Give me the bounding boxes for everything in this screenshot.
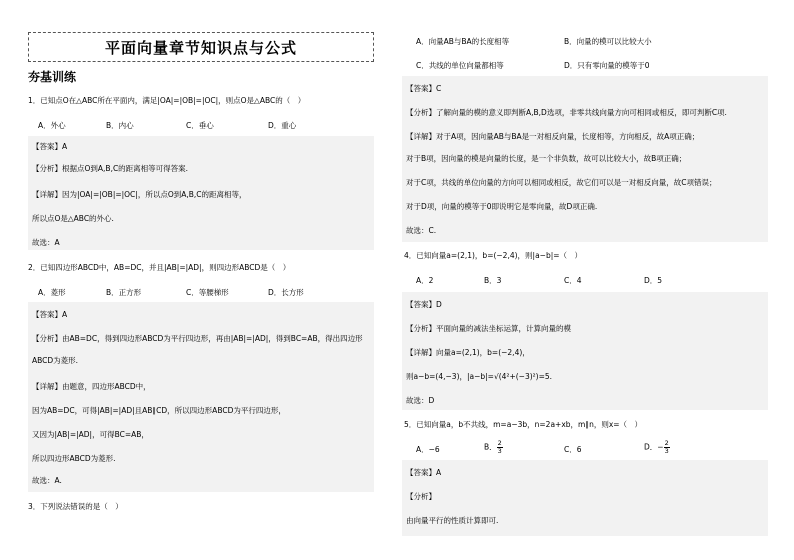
q4-answer-block: [402, 292, 768, 410]
q2-option-a: A．菱形: [38, 288, 66, 297]
q5-option-a: A．−6: [416, 445, 440, 454]
q5-option-d-label: D．−: [644, 442, 664, 452]
q1-option-d: D．重心: [268, 121, 297, 130]
q3-detail-4: 对于D项，向量的模等于0即说明它是零向量，故D项正确.: [406, 202, 598, 211]
q4-answer: 【答案】D: [406, 300, 442, 309]
q5-option-b: [484, 440, 503, 455]
q3-analysis: 【分析】了解向量的模的意义即判断A,B,D选项，非零共线向量方向可相同或相反，即可判断C项.: [406, 108, 727, 117]
q3-detail-1: 【详解】对于A项，因向量AB与BA是一对相反向量，长度相等，方向相反，故A项正确；: [406, 132, 700, 141]
q2-detail-2: 因为AB=DC，可得|AB|=|AD|且AB∥CD，所以四边形ABCD为平行四边形，: [32, 406, 286, 415]
q3-answer: 【答案】C: [406, 84, 442, 93]
q5-analysis: 【分析】: [406, 492, 436, 501]
q3-choose: 故选：C.: [406, 226, 437, 235]
q4-analysis: 【分析】平面向量的减法坐标运算，计算向量的模: [406, 324, 571, 333]
q5-option-b-label: B．: [484, 442, 497, 452]
q1-option-c: C．垂心: [186, 121, 214, 130]
q5-answer: 【答案】A: [406, 468, 442, 477]
q5-answer-block: [402, 460, 768, 536]
q4-detail-1: 【详解】向量a=(2,1)，b=(−2,4)，: [406, 348, 530, 357]
q5-option-d: [644, 440, 670, 455]
q2-detail-4: 所以四边形ABCD为菱形.: [32, 454, 116, 463]
q5-stem: 5．已知向量a，b不共线，m=a−3b，n=2a+xb，m∥n，则x=（ ）: [404, 420, 643, 429]
q1-answer: 【答案】A: [32, 142, 68, 151]
q5-text: 由向量平行的性质计算即可.: [406, 516, 499, 525]
q2-option-d: D．长方形: [268, 288, 304, 297]
q3-option-c: C．共线的单位向量都相等: [416, 61, 504, 70]
q2-analysis-1: 【分析】由AB=DC，得到四边形ABCD为平行四边形，再由|AB|=|AD|，得到BC=AB，得出四边形: [32, 334, 363, 343]
q5-option-d-fraction: $\frac{2}{3}$: [664, 439, 669, 455]
q1-option-a: A．外心: [38, 121, 66, 130]
q1-conclusion: 所以点O是△ABC的外心.: [32, 214, 114, 223]
q2-option-b: B．正方形: [106, 288, 142, 297]
q3-option-d: D．只有零向量的模等于0: [564, 61, 650, 70]
q1-option-b: B．内心: [106, 121, 134, 130]
q5-option-b-fraction: $\frac{2}{3}$: [497, 439, 502, 455]
q3-detail-3: 对于C项，共线的单位向量的方向可以相同或相反，故它们可以是一对相反向量，故C项错误；: [406, 178, 717, 187]
q3-stem: 3．下列说法错误的是（ ）: [28, 502, 123, 511]
q2-answer-block: [28, 302, 374, 492]
q1-choose: 故选：A: [32, 238, 60, 247]
q2-option-c: C．等腰梯形: [186, 288, 229, 297]
title-box: [28, 32, 374, 62]
q4-option-d: D．5: [644, 276, 663, 285]
q4-stem: 4．已知向量a=(2,1)，b=(−2,4)，则|a−b|=（ ）: [404, 251, 583, 260]
q4-choose: 故选：D: [406, 396, 435, 405]
section-heading: 夯基训练: [28, 70, 77, 84]
q2-stem: 2．已知四边形ABCD中，AB=DC，并且|AB|=|AD|，则四边形ABCD是（ ）: [28, 263, 291, 272]
q1-stem: 1．已知点O在△ABC所在平面内，满足|OA|=|OB|=|OC|，则点O是△ABC的（ ）: [28, 96, 306, 105]
q2-answer: 【答案】A: [32, 310, 68, 319]
q1-detail: 【详解】因为|OA|=|OB|=|OC|，所以点O到A,B,C的距离相等，: [32, 190, 247, 199]
q4-detail-2: 则a−b=(4,−3)，|a−b|=√(4²+(−3)²)=5.: [406, 372, 553, 381]
q4-option-c: C．4: [564, 276, 582, 285]
q1-analysis: 【分析】根据点O到A,B,C的距离相等可得答案.: [32, 164, 189, 173]
q4-option-b: B．3: [484, 276, 502, 285]
q3-option-a: A．向量AB与BA的长度相等: [416, 37, 510, 46]
q3-answer-block: [402, 76, 768, 242]
page-title: 平面向量章节知识点与公式: [104, 38, 297, 57]
q4-option-a: A．2: [416, 276, 434, 285]
q3-option-b: B．向量的模可以比较大小: [564, 37, 652, 46]
q2-analysis-2: ABCD为菱形.: [32, 356, 79, 365]
q1-answer-block: [28, 136, 374, 250]
q3-detail-2: 对于B项，因向量的模是向量的长度，是一个非负数，故可以比较大小，故B项正确；: [406, 154, 687, 163]
q5-option-c: C．6: [564, 445, 582, 454]
q2-detail-1: 【详解】由题意，四边形ABCD中，: [32, 382, 151, 391]
q2-detail-3: 又因为|AB|=|AD|，可得BC=AB，: [32, 430, 149, 439]
q2-choose: 故选：A.: [32, 476, 62, 485]
